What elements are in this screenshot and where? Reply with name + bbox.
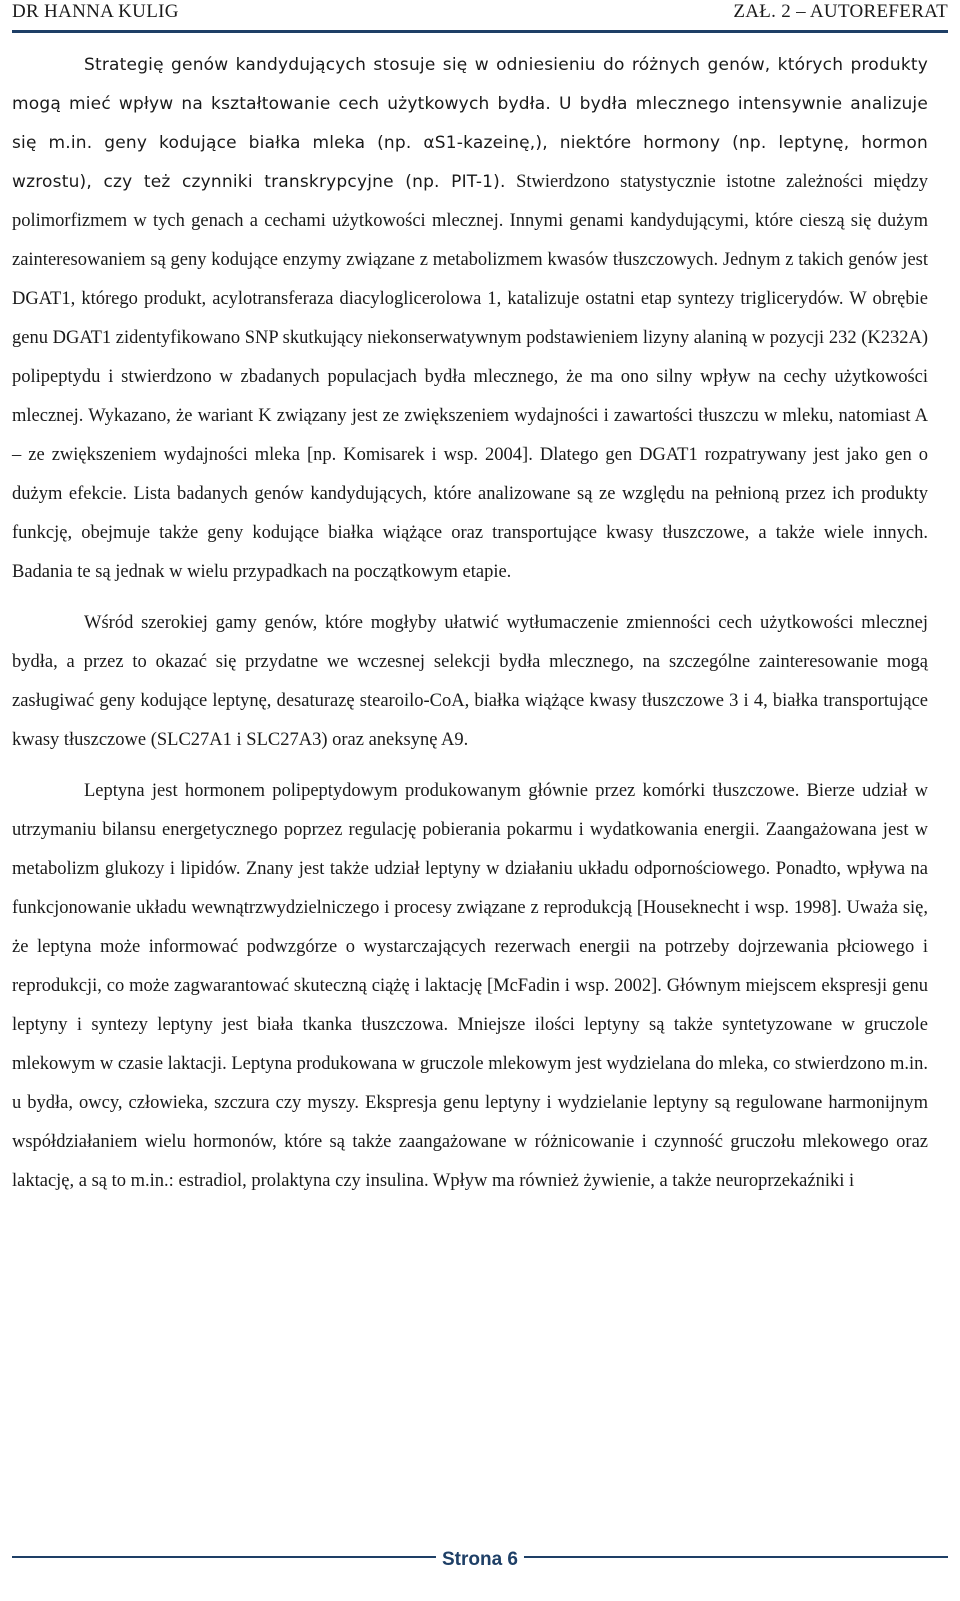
paragraph-leptin: Leptyna jest hormonem polipeptydowym produkowanym głównie przez komórki tłuszczowe. Bierze udział w utrzymaniu bilansu energetycznego poprzez regulację pobierania pokarmu i wydatkowania energii. Zaangażowana jest w metabolizm glukozy i lipidów. Znany jest także udział leptyny w działaniu układu odpornościowego. Ponadto, wpływa na funkcjonowanie układu wewnątrzwydzielniczego i procesy związane z reprodukcją [Houseknecht i wsp. 1998]. Uważa się, że leptyna może informować podwzgórze o wystarczających rezerwach energii na potrzeby dojrzewania płciowego i reprodukcji, co może zagwarantować skuteczną ciążę i laktację [McFadin i wsp. 2002]. Głównym miejscem ekspresji genu leptyny i syntezy leptyny jest biała tkanka tłuszczowa. Mniejsze ilości leptyny są także syntetyzowane w gruczole mlekowym w czasie laktacji. Leptyna produkowana w gruczole mlekowym jest wydzielana do mleka, co stwierdzono m.in. u bydła, owcy, człowieka, szczura czy myszy. Ekspresja genu leptyny i wydzielanie leptyny są regulowane harmonijnym współdziałaniem wielu hormonów, które są także zaangażowane w różnicowanie i czynność gruczołu mlekowego oraz laktację, a są to m.in.: estradiol, prolaktyna czy insulina. Wpływ ma również żywienie, a także neuroprzekaźniki i — [12, 781, 928, 1191]
paragraph-text: Stwierdzono statystycznie istotne zależności między polimorfizmem w tych genach a cechami użytkowości mlecznej. Innymi genami kandydującymi, które cieszą się dużym zainteresowaniem są geny kodujące enzymy związane z metabolizmem kwasów tłuszczowych. Jednym z takich genów jest DGAT1, którego produkt, acylotransferaza diacyloglicerolowa 1, katalizuje ostatni etap syntezy triglicerydów. W obrębie genu DGAT1 zidentyfikowano SNP skutkujący niekonserwatywnym podstawieniem lizyny alaniną w pozycji 232 (K232A) polipeptydu i stwierdzono w zbadanych populacjach bydła mlecznego, że ma ono silny wpływ na cechy użytkowości mlecznej. Wykazano, że wariant K związany jest ze zwiększeniem wydajności i zawartości tłuszczu w mleku, natomiast A – ze zwiększeniem wydajności mleka [np. Komisarek i wsp. 2004]. Dlatego gen DGAT1 rozpatrywany jest jako gen o dużym efekcie. Lista badanych genów kandydujących, które analizowane są ze względu na pełnioną przez ich produkty funkcję, obejmuje także geny kodujące białka wiążące oraz transportujące kwasy tłuszczowe, a także wiele innych. Badania te są jednak w wielu przypadkach na początkowym etapie. — [12, 172, 928, 582]
page-header — [12, 0, 948, 33]
header-author: DR HANNA KULIG — [12, 1, 179, 22]
document-body — [12, 46, 928, 1209]
page-number: Strona 6 — [436, 1548, 524, 1572]
page-footer — [0, 1548, 960, 1588]
header-section: ZAŁ. 2 – AUTOREFERAT — [733, 1, 948, 22]
paragraph-candidate-genes — [12, 46, 928, 592]
paragraph-lead-text: Strategię genów kandydujących stosuje się w odniesieniu do różnych genów, których produkty mogą mieć wpływ na kształtowanie cech użytkowych bydła. U bydła mlecznego intensywnie analizuje się m.in. geny kodujące białka mleka (np. αS1-kazeinę,), niektóre hormony (np. leptynę, hormon wzrostu), czy też czynniki transkrypcyjne (np. PIT-1). — [12, 55, 928, 192]
paragraph-gene-range: Wśród szerokiej gamy genów, które mogłyby ułatwić wytłumaczenie zmienności cech użytkowości mlecznej bydła, a przez to okazać się przydatne we wczesnej selekcji bydła mlecznego, na szczególne zainteresowanie mogą zasługiwać geny kodujące leptynę, desaturazę stearoilo-CoA, białka wiążące kwasy tłuszczowe 3 i 4, białka transportujące kwasy tłuszczowe (SLC27A1 i SLC27A3) oraz aneksynę A9. — [12, 613, 928, 750]
